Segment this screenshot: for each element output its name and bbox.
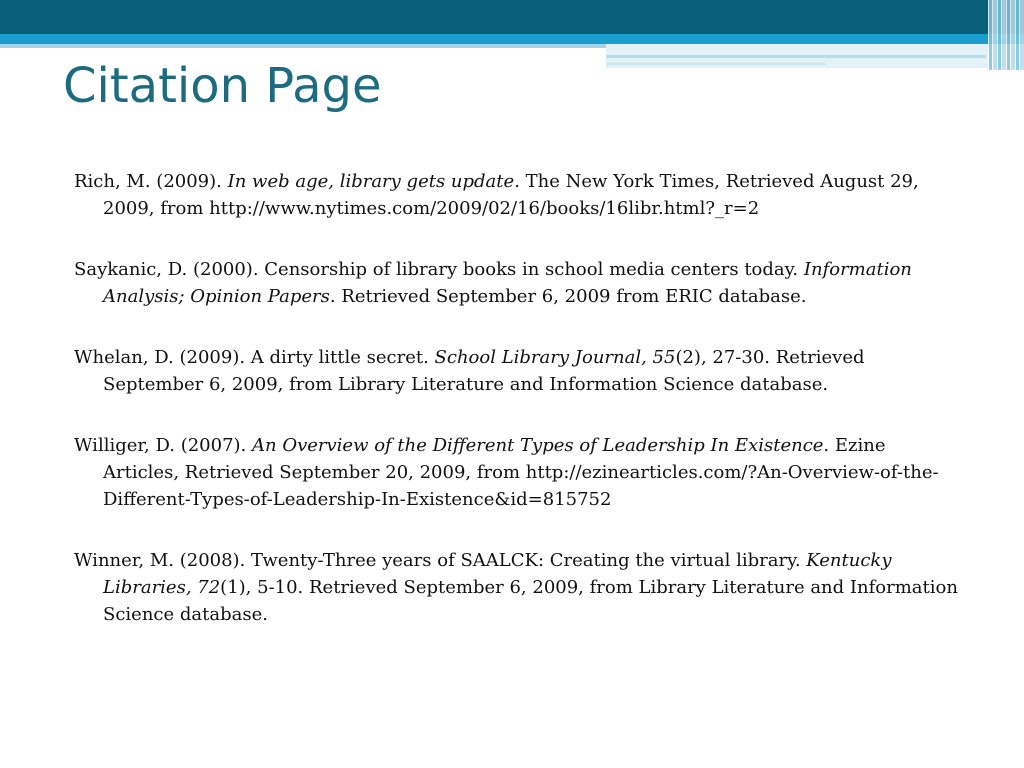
reference-title-italic: In web age, library gets update [227, 171, 515, 192]
reference-text: . The New York Times, Retrieved August 29, 2009, from http://www.nytimes.com/2009/02/16/books/16libr.html?_r=2 [103, 171, 919, 219]
header-band-dark [0, 0, 1024, 34]
reference-title-italic: An Overview of the Different Types of Leadership In Existence [252, 435, 824, 456]
reference-text: (1), 5-10. Retrieved September 6, 2009, from Library Literature and Information Science database. [103, 577, 958, 625]
header-band-light [0, 34, 1024, 44]
reference-title-italic: School Library Journal, 55 [434, 347, 676, 368]
header-decoration-line [606, 55, 986, 58]
reference-text: Whelan, D. (2009). A dirty little secret. [74, 347, 435, 368]
reference-entry [74, 432, 964, 513]
reference-text: . Retrieved September 6, 2009 from ERIC database. [329, 286, 807, 307]
reference-entry [74, 344, 964, 398]
header-decoration-line [606, 63, 826, 65]
reference-text: . Ezine Articles, Retrieved September 20, 2009, from http://ezinearticles.com/?An-Overview-of-the-Different-Types-of-Leadership-In-Existence&id=815752 [103, 435, 939, 510]
reference-title-italic: Kentucky Libraries, 72 [103, 550, 892, 598]
reference-text: Rich, M. (2009). [74, 171, 228, 192]
reference-entry [74, 547, 964, 628]
reference-entry [74, 256, 964, 310]
reference-entry [74, 168, 964, 222]
reference-text: (2), 27-30. Retrieved September 6, 2009, from Library Literature and Information Science database. [103, 347, 865, 395]
reference-list [74, 168, 964, 662]
reference-text: Winner, M. (2008). Twenty-Three years of SAALCK: Creating the virtual library. [74, 550, 807, 571]
reference-title-italic: Information Analysis; Opinion Papers [103, 259, 912, 307]
reference-text: Williger, D. (2007). [74, 435, 252, 456]
header-decoration-stripes [988, 0, 1024, 70]
reference-text: Saykanic, D. (2000). Censorship of library books in school media centers today. [74, 259, 804, 280]
slide-title: Citation Page [63, 58, 382, 114]
